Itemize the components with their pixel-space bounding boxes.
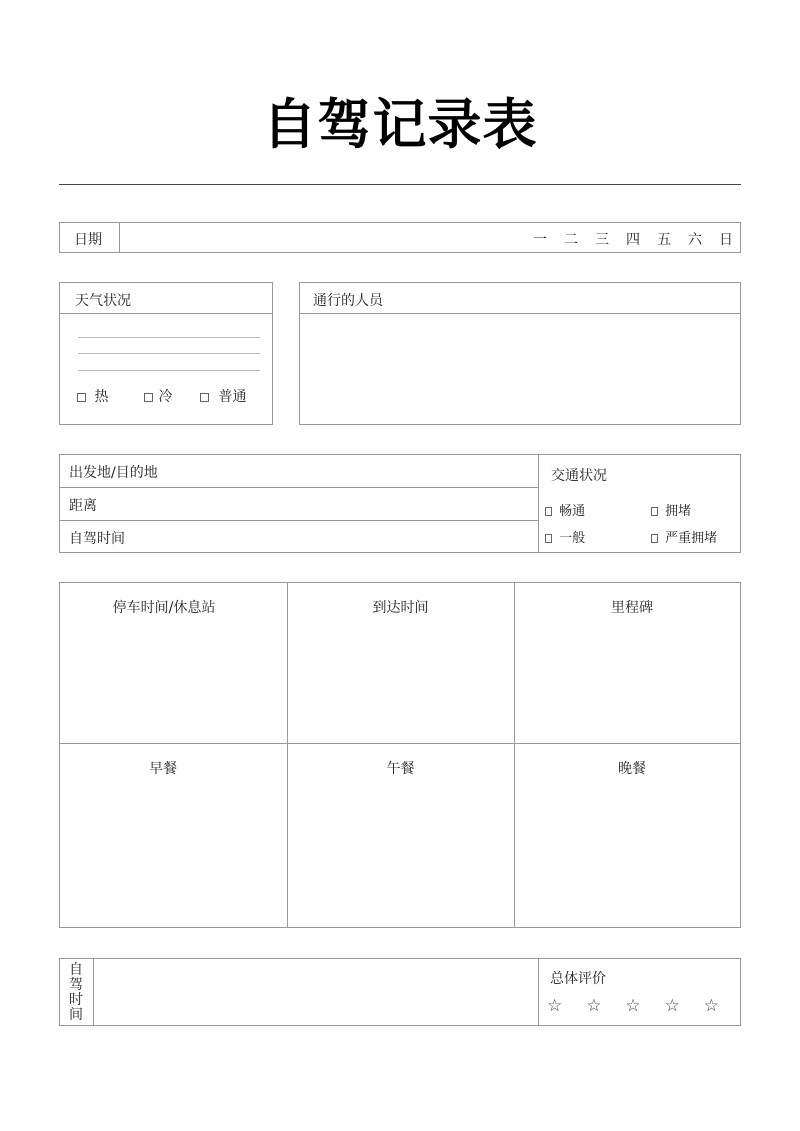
log-grid (59, 582, 741, 928)
weekday-thu[interactable]: 四 (626, 232, 640, 248)
cell-milestone[interactable]: 里程碑 (611, 600, 653, 616)
traffic-option-label: 一般 (559, 531, 586, 546)
page-title: 自驾记录表 (262, 93, 538, 156)
traffic-option-heavy[interactable] (651, 527, 717, 546)
traffic-option-normal[interactable] (545, 527, 585, 546)
side-label-char: 间 (69, 1007, 83, 1023)
date-label: 日期 (74, 232, 102, 248)
star-icon[interactable]: ☆ (625, 996, 641, 1016)
grid-col-divider (287, 583, 288, 927)
side-label-char: 驾 (69, 977, 83, 993)
cell-lunch[interactable]: 午餐 (386, 761, 415, 777)
weather-option-label: 热 (94, 389, 109, 405)
side-label-char: 时 (69, 992, 83, 1008)
route-row-divider (60, 520, 538, 521)
weather-header-divider (60, 313, 272, 314)
weather-option-normal[interactable] (200, 386, 246, 406)
cell-dinner[interactable]: 晚餐 (618, 761, 646, 777)
route-box (59, 454, 741, 553)
weather-option-cold[interactable] (144, 386, 172, 406)
weather-label: 天气状况 (75, 293, 131, 309)
traffic-option-smooth[interactable] (545, 500, 585, 519)
weekday-tue[interactable]: 二 (564, 232, 578, 248)
checkbox[interactable] (545, 507, 552, 516)
checkbox[interactable] (651, 534, 658, 543)
star-icon[interactable]: ☆ (547, 996, 563, 1016)
weather-write-line[interactable] (78, 370, 260, 371)
route-origin-destination[interactable]: 出发地/目的地 (69, 465, 158, 481)
side-label-char: 自 (69, 962, 83, 978)
weather-box (59, 282, 273, 425)
star-icon[interactable]: ☆ (664, 996, 680, 1016)
cell-breakfast[interactable]: 早餐 (149, 761, 177, 777)
traffic-option-label: 严重拥堵 (665, 531, 718, 546)
rating-stars (547, 996, 719, 1016)
cell-stop-time-rest-area[interactable]: 停车时间/休息站 (112, 600, 216, 616)
weekday-sat[interactable]: 六 (688, 232, 702, 248)
summary-box (59, 958, 741, 1026)
date-row (59, 222, 741, 253)
grid-row-divider (60, 743, 740, 744)
weekday-fri[interactable]: 五 (657, 232, 671, 248)
weekday-sun[interactable]: 日 (719, 232, 733, 248)
summary-side-label (68, 963, 84, 1023)
star-icon[interactable]: ☆ (586, 996, 602, 1016)
weather-write-line[interactable] (78, 353, 260, 354)
route-drive-time[interactable]: 自驾时间 (69, 531, 125, 547)
rating-label: 总体评价 (550, 971, 606, 987)
checkbox[interactable] (651, 507, 658, 516)
traffic-option-label: 畅通 (559, 504, 586, 519)
route-traffic-divider (538, 455, 539, 552)
traffic-option-label: 拥堵 (665, 504, 692, 519)
companions-box[interactable] (299, 282, 741, 425)
checkbox[interactable] (200, 393, 209, 402)
weather-write-line[interactable] (78, 337, 260, 338)
traffic-option-congested[interactable] (651, 500, 691, 519)
weekday-list (533, 229, 733, 249)
route-row-divider (60, 487, 538, 488)
weather-option-label: 冷 (158, 389, 173, 405)
summary-rating-divider (538, 959, 539, 1025)
companions-label: 通行的人员 (313, 293, 383, 309)
cell-arrival-time[interactable]: 到达时间 (372, 600, 429, 616)
star-icon[interactable]: ☆ (703, 996, 719, 1016)
checkbox[interactable] (77, 393, 86, 402)
checkbox[interactable] (545, 534, 552, 543)
date-label-divider (119, 223, 120, 252)
title-divider (59, 184, 741, 185)
weekday-mon[interactable]: 一 (533, 232, 547, 248)
weekday-wed[interactable]: 三 (595, 232, 609, 248)
companions-header-divider (300, 313, 740, 314)
weather-option-hot[interactable] (77, 386, 108, 406)
checkbox[interactable] (144, 393, 153, 402)
weather-option-label: 普通 (218, 389, 247, 405)
traffic-label: 交通状况 (551, 468, 607, 484)
grid-col-divider (514, 583, 515, 927)
summary-notes-area[interactable] (94, 959, 538, 1025)
route-distance[interactable]: 距离 (69, 498, 97, 514)
